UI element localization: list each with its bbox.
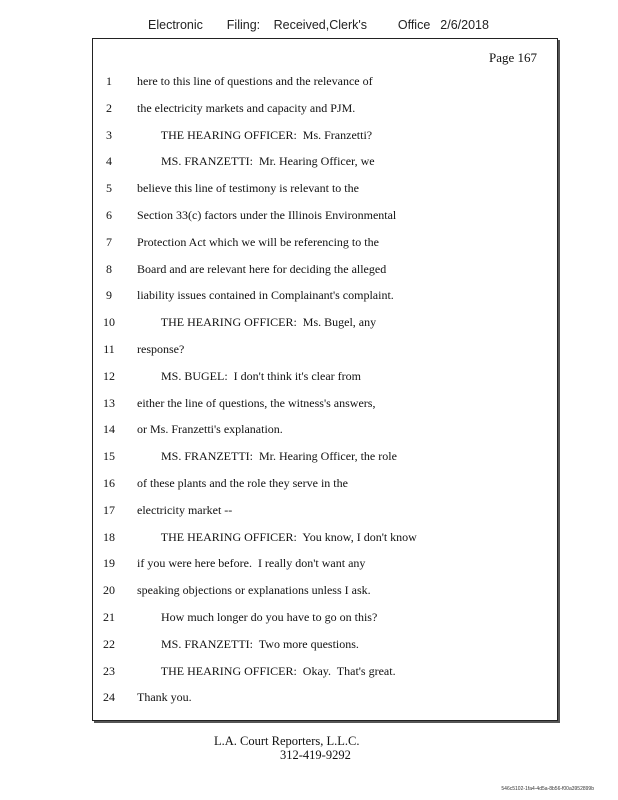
- transcript-line: [93, 341, 557, 357]
- transcript-line: [93, 502, 557, 518]
- line-number: 10: [103, 315, 115, 330]
- transcript-line: [93, 207, 557, 223]
- line-text: THE HEARING OFFICER: Ms. Franzetti?: [137, 127, 373, 142]
- line-number: 14: [103, 422, 115, 437]
- line-text: response?: [137, 342, 185, 356]
- line-number: 19: [103, 556, 115, 571]
- transcript-line: [93, 287, 557, 303]
- line-number: 21: [103, 610, 115, 624]
- line-text: electricity market --: [137, 502, 233, 517]
- line-number: 6: [106, 208, 112, 222]
- line-text: or Ms. Franzetti's explanation.: [137, 422, 283, 437]
- line-text: THE HEARING OFFICER: You know, I don't know: [137, 529, 417, 544]
- transcript-line: [93, 180, 557, 196]
- transcript-line: [93, 421, 557, 437]
- line-text: of these plants and the role they serve in the: [137, 476, 348, 490]
- line-text: Protection Act which we will be referencing to the: [137, 234, 379, 249]
- transcript-line: [93, 475, 557, 491]
- line-number: 9: [106, 288, 112, 303]
- line-text: Board and are relevant here for deciding the alleged: [137, 261, 387, 276]
- line-text: liability issues contained in Complainant's complaint.: [137, 288, 394, 303]
- line-number: 11: [103, 342, 115, 356]
- line-number: 7: [106, 234, 112, 249]
- line-number: 22: [103, 636, 115, 651]
- line-number: 15: [103, 449, 115, 464]
- transcript-line: [93, 395, 557, 411]
- line-text: if you were here before. I really don't want any: [137, 556, 366, 571]
- line-number: 17: [103, 502, 115, 517]
- footer-phone: 312-419-9292: [280, 748, 351, 762]
- line-number: 13: [103, 395, 115, 410]
- line-number: 1: [106, 74, 112, 88]
- page-number: Page 167: [488, 50, 537, 65]
- line-number: 2: [106, 100, 112, 115]
- line-text: Thank you.: [137, 690, 192, 705]
- transcript-line: [93, 368, 557, 384]
- line-text: here to this line of questions and the relevance of: [137, 74, 373, 88]
- transcript-line: [93, 582, 557, 598]
- header-filing: Filing:: [226, 18, 261, 32]
- transcript-line: [93, 73, 557, 89]
- line-text: MS. FRANZETTI: Mr. Hearing Officer, we: [137, 154, 375, 169]
- line-text: How much longer do you have to go on this?: [137, 610, 378, 624]
- line-number: 20: [103, 583, 115, 598]
- line-text: either the line of questions, the witness's answers,: [137, 395, 376, 410]
- transcript-line: [93, 448, 557, 464]
- line-number: 3: [106, 127, 112, 142]
- line-number: 12: [103, 368, 115, 383]
- transcript-line: [93, 663, 557, 679]
- line-text: the electricity markets and capacity and PJM.: [137, 100, 356, 115]
- line-text: THE HEARING OFFICER: Okay. That's great.: [137, 663, 396, 678]
- line-number: 4: [106, 154, 112, 169]
- line-text: Section 33(c) factors under the Illinois Environmental: [137, 208, 397, 222]
- transcript-line: [93, 314, 557, 330]
- line-number: 23: [103, 663, 115, 678]
- line-text: MS. FRANZETTI: Two more questions.: [137, 636, 359, 651]
- line-text: MS. BUGEL: I don't think it's clear from: [137, 368, 361, 383]
- line-number: 18: [103, 529, 115, 544]
- line-number: 16: [103, 476, 115, 490]
- line-text: THE HEARING OFFICER: Ms. Bugel, any: [137, 315, 377, 330]
- header-date: 2/6/2018: [440, 18, 489, 32]
- transcript-line: [93, 555, 557, 571]
- transcript-line: [93, 689, 557, 705]
- line-number: 5: [106, 181, 112, 196]
- transcript-line: [93, 261, 557, 277]
- line-text: speaking objections or explanations unless I ask.: [137, 583, 371, 598]
- header-received: Received,Clerk's: [273, 18, 368, 32]
- line-number: 8: [106, 261, 112, 276]
- header-office: Office: [397, 18, 431, 32]
- document-hash: 546c5102-1fa4-4d5a-8b56-f00a3952899b: [501, 786, 594, 792]
- transcript-line: [93, 127, 557, 143]
- transcript-line: [93, 234, 557, 250]
- transcript-line: [93, 609, 557, 625]
- line-text: MS. FRANZETTI: Mr. Hearing Officer, the role: [137, 449, 397, 464]
- line-text: believe this line of testimony is relevant to the: [137, 181, 359, 196]
- filing-header: [148, 18, 499, 32]
- transcript-line: [93, 153, 557, 169]
- header-electronic: Electronic: [148, 18, 203, 32]
- transcript-line: [93, 636, 557, 652]
- line-number: 24: [103, 690, 115, 705]
- transcript-line: [93, 100, 557, 116]
- transcript-line: [93, 529, 557, 545]
- transcript-page: [92, 38, 558, 721]
- footer-company: L.A. Court Reporters, L.L.C.: [214, 734, 360, 748]
